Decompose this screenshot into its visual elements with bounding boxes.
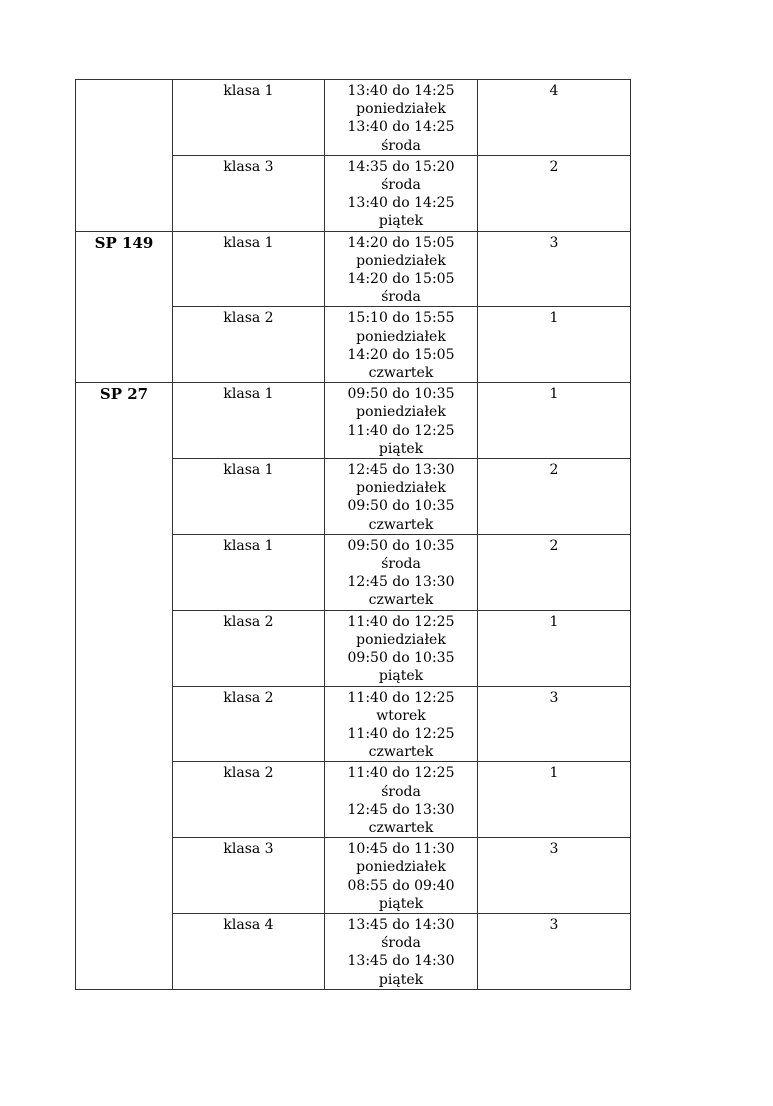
class-cell: klasa 1	[173, 80, 325, 156]
schedule-table	[75, 79, 631, 990]
class-cell: klasa 1	[173, 231, 325, 307]
time-cell	[325, 686, 478, 762]
weekday: środa	[381, 556, 421, 573]
time-range: 10:45 do 11:30	[347, 841, 455, 858]
time-range: 13:40 do 14:25	[347, 83, 455, 99]
time-range: 11:40 do 12:25	[347, 422, 455, 439]
weekday: czwartek	[368, 744, 434, 761]
time-range: 14:35 do 15:20	[347, 158, 455, 175]
time-range: 13:45 do 14:30	[347, 916, 455, 933]
time-cell	[325, 913, 478, 989]
weekday: poniedziałek	[356, 404, 446, 421]
weekday: środa	[381, 783, 421, 800]
class-cell: klasa 2	[173, 307, 325, 383]
schedule-table-body	[76, 80, 631, 990]
time-range: 12:45 do 13:30	[347, 462, 455, 479]
class-cell: klasa 2	[173, 686, 325, 762]
count-cell: 2	[478, 534, 631, 610]
table-row	[76, 231, 631, 307]
time-range: 12:45 do 13:30	[347, 801, 455, 818]
weekday: piątek	[378, 895, 424, 912]
time-cell	[325, 534, 478, 610]
weekday: środa	[381, 177, 421, 194]
class-cell: klasa 1	[173, 534, 325, 610]
count-cell: 4	[478, 80, 631, 156]
count-cell: 2	[478, 459, 631, 535]
count-cell: 1	[478, 762, 631, 838]
time-range: 14:20 do 15:05	[347, 234, 455, 251]
time-range: 09:50 do 10:35	[347, 498, 455, 515]
time-cell	[325, 838, 478, 914]
weekday: poniedziałek	[356, 631, 446, 648]
class-cell: klasa 1	[173, 459, 325, 535]
time-range: 11:40 do 12:25	[347, 725, 455, 742]
weekday: poniedziałek	[356, 859, 446, 876]
count-cell: 3	[478, 913, 631, 989]
time-range: 13:40 do 14:25	[347, 119, 455, 136]
time-cell	[325, 383, 478, 459]
class-cell: klasa 1	[173, 383, 325, 459]
time-range: 13:40 do 14:25	[347, 195, 455, 212]
class-cell: klasa 2	[173, 762, 325, 838]
time-range: 14:20 do 15:05	[347, 346, 455, 363]
time-range: 15:10 do 15:55	[347, 310, 455, 327]
time-range: 11:40 do 12:25	[347, 689, 455, 706]
weekday: poniedziałek	[356, 328, 446, 345]
count-cell: 3	[478, 686, 631, 762]
weekday: poniedziałek	[356, 101, 446, 118]
time-range: 08:55 do 09:40	[347, 877, 455, 894]
school-cell: SP 149	[76, 231, 173, 383]
school-cell: SP 27	[76, 383, 173, 990]
weekday: czwartek	[368, 819, 434, 836]
table-row	[76, 80, 631, 156]
weekday: piątek	[378, 440, 424, 457]
count-cell: 1	[478, 307, 631, 383]
school-cell	[76, 80, 173, 232]
weekday: środa	[381, 289, 421, 306]
weekday: poniedziałek	[356, 480, 446, 497]
time-range: 09:50 do 10:35	[347, 537, 455, 554]
time-cell	[325, 459, 478, 535]
weekday: piątek	[378, 213, 424, 230]
time-range: 11:40 do 12:25	[347, 765, 455, 782]
time-cell	[325, 762, 478, 838]
weekday: wtorek	[376, 707, 426, 724]
table-row	[76, 383, 631, 459]
weekday: środa	[381, 935, 421, 952]
time-cell	[325, 155, 478, 231]
weekday: poniedziałek	[356, 252, 446, 269]
time-range: 12:45 do 13:30	[347, 574, 455, 591]
time-cell	[325, 307, 478, 383]
class-cell: klasa 2	[173, 610, 325, 686]
weekday: piątek	[378, 668, 424, 685]
weekday: czwartek	[368, 516, 434, 533]
time-cell	[325, 80, 478, 156]
class-cell: klasa 3	[173, 838, 325, 914]
time-range: 14:20 do 15:05	[347, 271, 455, 288]
count-cell: 3	[478, 838, 631, 914]
weekday: piątek	[378, 971, 424, 988]
count-cell: 2	[478, 155, 631, 231]
time-range: 09:50 do 10:35	[347, 386, 455, 403]
time-range: 09:50 do 10:35	[347, 650, 455, 667]
weekday: czwartek	[368, 365, 434, 382]
time-range: 13:45 do 14:30	[347, 953, 455, 970]
count-cell: 3	[478, 231, 631, 307]
weekday: środa	[381, 137, 421, 154]
time-cell	[325, 231, 478, 307]
weekday: czwartek	[368, 592, 434, 609]
time-range: 11:40 do 12:25	[347, 613, 455, 630]
class-cell: klasa 3	[173, 155, 325, 231]
count-cell: 1	[478, 610, 631, 686]
count-cell: 1	[478, 383, 631, 459]
class-cell: klasa 4	[173, 913, 325, 989]
time-cell	[325, 610, 478, 686]
